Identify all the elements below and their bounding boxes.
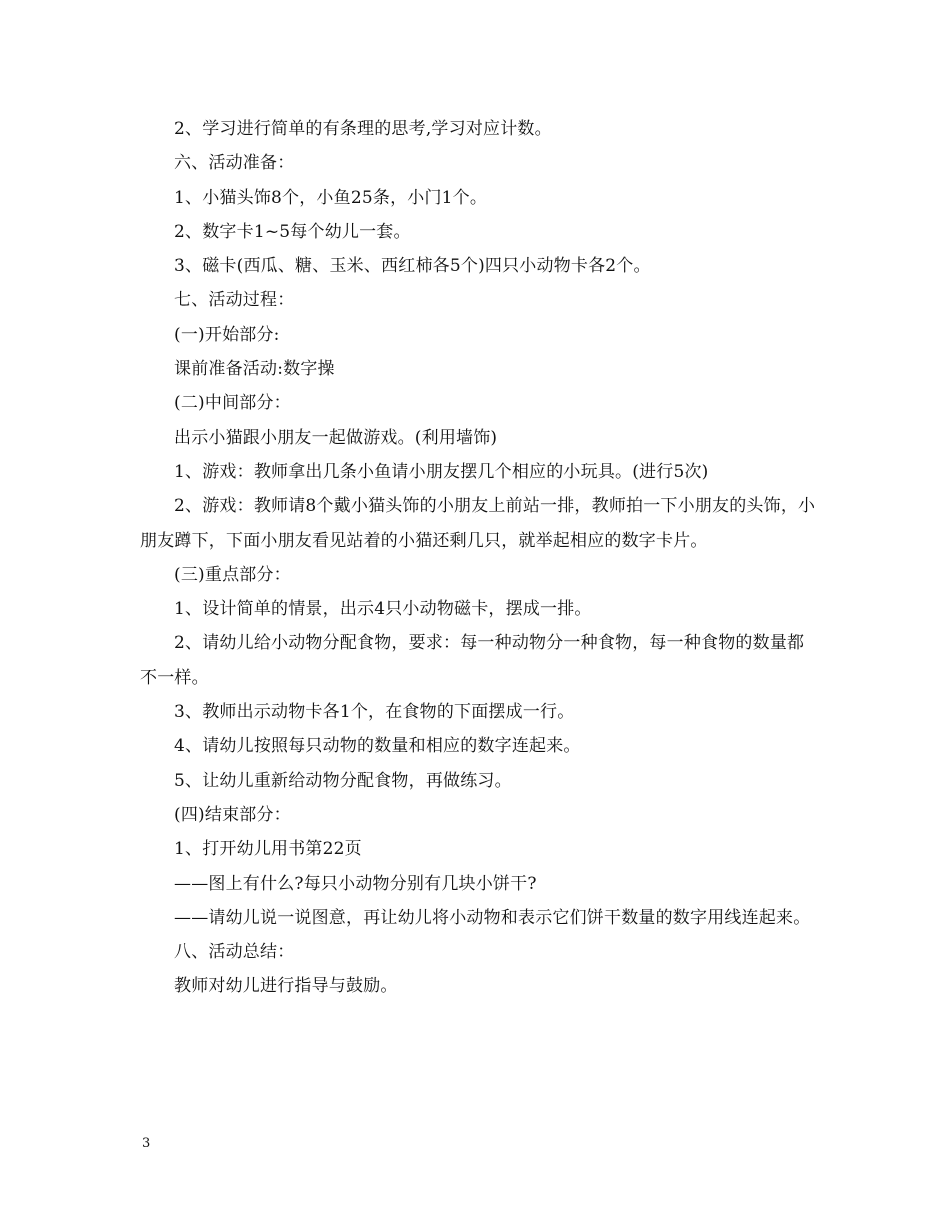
paragraph: 1、打开幼儿用书第22页	[174, 839, 362, 860]
subsection-heading: (三)重点部分：	[174, 564, 291, 585]
section-heading: 七、活动过程：	[174, 290, 295, 311]
paragraph: 2、请幼儿给小动物分配食物，要求：每一种动物分一种食物，每一种食物的数量都不一样。	[140, 633, 805, 688]
section-heading: 八、活动总结：	[174, 942, 295, 963]
paragraph: 3、教师出示动物卡各1个，在食物的下面摆成一行。	[174, 702, 575, 723]
paragraph: ——请幼儿说一说图意，再让幼儿将小动物和表示它们饼干数量的数字用线连起来。	[174, 907, 811, 928]
section-heading: 六、活动准备：	[174, 153, 295, 174]
paragraph: 3、磁卡(西瓜、糖、玉米、西红柿各5个)四只小动物卡各2个。	[174, 256, 651, 277]
paragraph: 1、设计简单的情景，出示4只小动物磁卡，摆成一排。	[174, 599, 592, 620]
page-number: 3	[142, 1136, 151, 1151]
paragraph: 5、让幼儿重新给动物分配食物，再做练习。	[174, 770, 512, 791]
subsection-heading: (二)中间部分：	[174, 393, 291, 414]
paragraph: ——图上有什么?每只小动物分别有几块小饼干?	[174, 873, 537, 894]
paragraph: 课前准备活动:数字操	[174, 359, 335, 380]
paragraph: 1、小猫头饰8个，小鱼25条，小门1个。	[174, 187, 488, 208]
document-body	[140, 112, 820, 1004]
paragraph: 1、游戏：教师拿出几条小鱼请小朋友摆几个相应的小玩具。(进行5次)	[174, 461, 709, 482]
paragraph: 2、游戏：教师请8个戴小猫头饰的小朋友上前站一排，教师拍一下小朋友的头饰，小朋友蹲下，下面小朋友看见站着的小猫还剩几只，就举起相应的数字卡片。	[140, 496, 816, 551]
paragraph: 教师对幼儿进行指导与鼓励。	[174, 976, 398, 997]
paragraph: 2、数字卡1~5每个幼儿一套。	[174, 221, 411, 242]
subsection-heading: (一)开始部分:	[174, 324, 280, 345]
paragraph: 出示小猫跟小朋友一起做游戏。(利用墙饰)	[174, 427, 498, 448]
subsection-heading: (四)结束部分：	[174, 804, 291, 825]
paragraph: 4、请幼儿按照每只动物的数量和相应的数字连起来。	[174, 736, 581, 757]
paragraph: 2、学习进行简单的有条理的思考,学习对应计数。	[174, 119, 552, 139]
